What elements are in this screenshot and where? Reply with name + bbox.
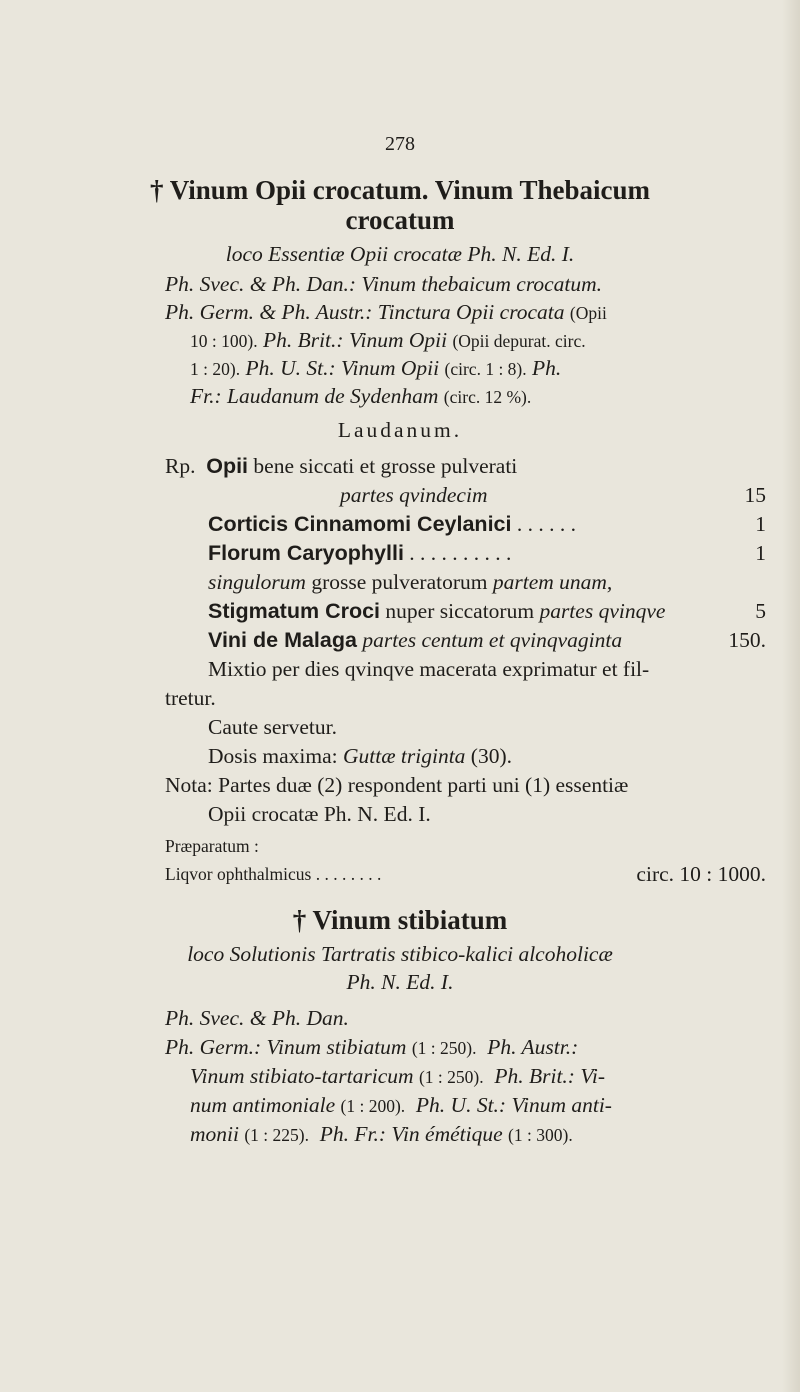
section-title-vinum-opii-cont: crocatum	[345, 205, 455, 235]
recipe-line: Stigmatum Croci nuper siccatorum partes qvinqve	[208, 599, 666, 623]
synonym-line: Ph. Germ.: Vinum stibiatum (1 : 250). Ph. Austr.:	[165, 1035, 579, 1059]
synonym-line: Ph. Svec. & Ph. Dan.: Vinum thebaicum crocatum.	[165, 272, 603, 296]
recipe-instruction: tretur.	[165, 686, 216, 710]
recipe-instruction: Mixtio per dies qvinqve macerata exprimatur et fil-	[208, 657, 650, 681]
synonym-line: monii (1 : 225). Ph. Fr.: Vin émétique (1 : 300).	[190, 1122, 573, 1146]
recipe-note: Opii crocatæ Ph. N. Ed. I.	[208, 802, 431, 826]
recipe-quantity: 1	[755, 541, 766, 565]
recipe-quantity: 5	[755, 599, 766, 623]
recipe-quantity: 1	[755, 512, 766, 536]
section-synonym: loco Solutionis Tartratis stibico-kalici alcoholicæ	[187, 942, 613, 966]
page-number: 278	[385, 133, 415, 155]
recipe-line: Corticis Cinnamomi Ceylanici . . . . . .	[208, 512, 576, 536]
praeparatum-item: Liqvor ophthalmicus . . . . . . . .	[165, 864, 382, 884]
synonym-line: Ph. Svec. & Ph. Dan.	[165, 1006, 349, 1030]
recipe-line: Florum Caryophylli . . . . . . . . . .	[208, 541, 512, 565]
praeparatum-label: Præparatum :	[165, 836, 259, 856]
subheading-laudanum: Laudanum.	[337, 418, 463, 442]
section-synonym: Ph. N. Ed. I.	[346, 970, 454, 994]
synonym-line: num antimoniale (1 : 200). Ph. U. St.: Vinum anti-	[190, 1093, 612, 1117]
synonym-line: Ph. Germ. & Ph. Austr.: Tinctura Opii crocata (Opii	[165, 300, 607, 324]
synonym-line: Vinum stibiato-tartaricum (1 : 250). Ph. Brit.: Vi-	[190, 1064, 606, 1088]
recipe-dosis: Dosis maxima: Guttæ triginta (30).	[208, 744, 512, 768]
recipe-quantity: 150.	[728, 628, 766, 652]
synonym-line: 10 : 100). Ph. Brit.: Vinum Opii (Opii depurat. circ.	[190, 328, 586, 352]
recipe-line: singulorum grosse pulveratorum partem unam,	[208, 570, 613, 594]
recipe-quantity: 15	[744, 483, 766, 507]
praeparatum-ratio: circ. 10 : 1000.	[636, 862, 766, 886]
section-title-vinum-opii: † Vinum Opii crocatum. Vinum Thebaicum	[149, 175, 651, 205]
synonym-line: 1 : 20). Ph. U. St.: Vinum Opii (circ. 1 : 8). Ph.	[190, 356, 562, 380]
recipe-line: Rp. Opii bene siccati et grosse pulverati	[165, 454, 518, 478]
recipe-note: Nota: Partes duæ (2) respondent parti uni (1) essentiæ	[165, 773, 629, 797]
recipe-quantity-text: partes qvindecim	[340, 483, 488, 507]
section-title-vinum-stibiatum: † Vinum stibiatum	[292, 905, 508, 935]
recipe-line: Vini de Malaga partes centum et qvinqvaginta	[208, 628, 623, 652]
synonym-line: Fr.: Laudanum de Sydenham (circ. 12 %).	[190, 384, 532, 408]
section-synonym: loco Essentiæ Opii crocatæ Ph. N. Ed. I.	[225, 242, 575, 266]
recipe-instruction: Caute servetur.	[208, 715, 337, 739]
